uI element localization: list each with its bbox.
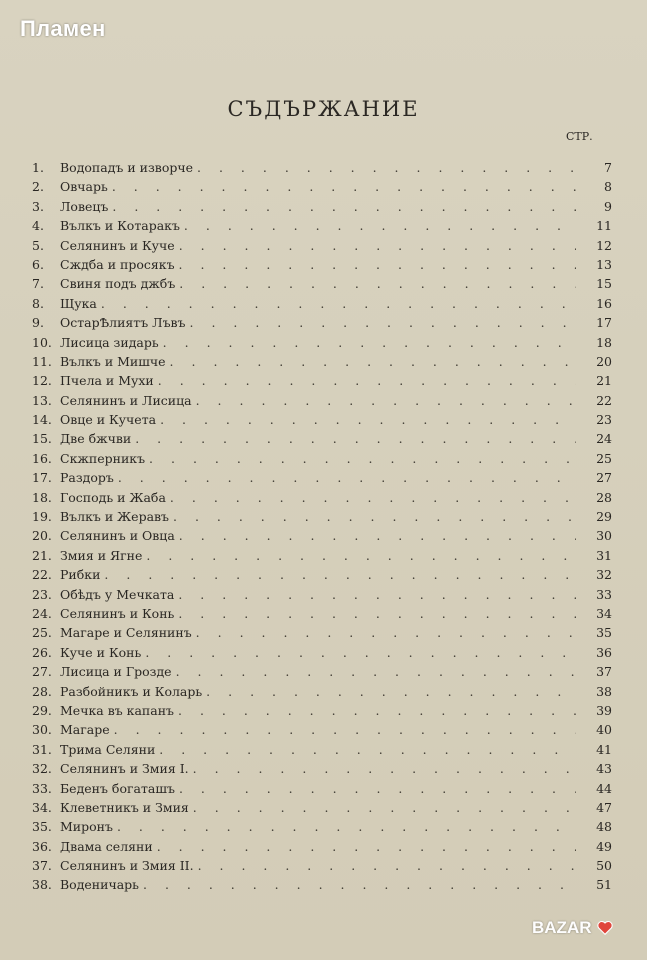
entry-number: 35.: [32, 819, 52, 835]
entry-page-number: 36: [596, 644, 612, 660]
entry-title: Селянинъ и Змия II.: [60, 858, 194, 874]
entry-title: Куче и Конь: [60, 644, 142, 660]
toc-entry: [32, 216, 612, 235]
dot-leader: [114, 720, 576, 739]
bazar-logo: [532, 918, 614, 938]
entry-page-number: 18: [596, 334, 612, 350]
entry-page-number: 30: [596, 528, 612, 544]
entry-title: Клеветникъ и Змия: [60, 799, 189, 815]
entry-number: 13.: [32, 392, 52, 408]
entry-title: Две бжчви: [60, 431, 132, 447]
toc-entry: [32, 779, 612, 798]
dot-leader: [179, 255, 576, 274]
dot-leader: [179, 274, 576, 293]
toc-entry: [32, 236, 612, 255]
toc-entry: [32, 798, 612, 817]
dot-leader: [176, 662, 576, 681]
entry-page-number: 17: [596, 315, 612, 331]
toc-entry: [32, 274, 612, 293]
entry-page-number: 35: [596, 625, 612, 641]
entry-number: 21.: [32, 547, 52, 563]
entry-title: Миронъ: [60, 819, 113, 835]
dot-leader: [197, 158, 576, 177]
entry-page-number: 27: [596, 470, 612, 486]
page-column-label: СТР.: [566, 130, 593, 143]
entry-page-number: 34: [596, 605, 612, 621]
entry-number: 7.: [32, 276, 44, 292]
entry-page-number: 21: [596, 373, 612, 389]
entry-page-number: 29: [596, 509, 612, 525]
toc-entry: [32, 507, 612, 526]
entry-page-number: 9: [604, 198, 612, 214]
entry-number: 3.: [32, 198, 44, 214]
entry-number: 24.: [32, 605, 52, 621]
entry-number: 36.: [32, 838, 52, 854]
entry-page-number: 15: [596, 276, 612, 292]
toc-entry: [32, 604, 612, 623]
entry-number: 31.: [32, 741, 52, 757]
entry-title: Селянинъ и Лисица: [60, 392, 192, 408]
toc-entry: [32, 546, 612, 565]
entry-number: 10.: [32, 334, 52, 350]
entry-number: 30.: [32, 722, 52, 738]
dot-leader: [117, 817, 576, 836]
entry-number: 38.: [32, 877, 52, 893]
entry-page-number: 51: [596, 877, 612, 893]
entry-page-number: 40: [596, 722, 612, 738]
entry-page-number: 32: [596, 567, 612, 583]
dot-leader: [190, 313, 576, 332]
dot-leader: [184, 216, 576, 235]
dot-leader: [170, 488, 576, 507]
entry-title: Овчарь: [60, 179, 108, 195]
entry-title: Пчела и Мухи: [60, 373, 154, 389]
entry-title: Свиня подъ джбъ: [60, 276, 176, 292]
dot-leader: [170, 352, 576, 371]
entry-title: Раздоръ: [60, 470, 114, 486]
entry-number: 14.: [32, 412, 52, 428]
entry-title: Двама селяни: [60, 838, 153, 854]
entry-number: 12.: [32, 373, 52, 389]
toc-entry: [32, 410, 612, 429]
toc-entry: [32, 701, 612, 720]
entry-title: Селянинъ и Змия I.: [60, 761, 189, 777]
entry-number: 32.: [32, 761, 52, 777]
toc-entry: [32, 875, 612, 894]
entry-number: 37.: [32, 858, 52, 874]
dot-leader: [179, 526, 576, 545]
dot-leader: [146, 546, 576, 565]
toc-entry: [32, 565, 612, 584]
watermark-text: Пламен: [20, 16, 106, 41]
dot-leader: [196, 623, 576, 642]
dot-leader: [198, 856, 576, 875]
toc-entry: [32, 682, 612, 701]
toc-entry: [32, 585, 612, 604]
entry-number: 16.: [32, 450, 52, 466]
entry-title: Трима Селяни: [60, 741, 156, 757]
toc-entry: [32, 313, 612, 332]
entry-number: 4.: [32, 218, 44, 234]
entry-title: Вълкъ и Мишче: [60, 353, 166, 369]
entry-number: 9.: [32, 315, 44, 331]
dot-leader: [101, 294, 576, 313]
entry-title: Ловецъ: [60, 198, 109, 214]
dot-leader: [179, 779, 576, 798]
toc-entry: [32, 294, 612, 313]
entry-title: Беденъ богаташъ: [60, 780, 175, 796]
dot-leader: [179, 236, 576, 255]
dot-leader: [157, 837, 576, 856]
entry-page-number: 38: [596, 683, 612, 699]
entry-number: 6.: [32, 256, 44, 272]
dot-leader: [193, 759, 576, 778]
entry-title: Лисица и Грозде: [60, 664, 172, 680]
dot-leader: [206, 682, 576, 701]
entry-title: Обѣдъ у Мечката: [60, 586, 175, 602]
entry-number: 18.: [32, 489, 52, 505]
toc-entry: [32, 623, 612, 642]
dot-leader: [173, 507, 576, 526]
dot-leader: [143, 875, 576, 894]
entry-number: 8.: [32, 295, 44, 311]
dot-leader: [159, 740, 576, 759]
entry-number: 17.: [32, 470, 52, 486]
dot-leader: [193, 798, 576, 817]
logo-text: BAZAR: [532, 918, 592, 937]
entry-page-number: 23: [596, 412, 612, 428]
entry-title: Магаре: [60, 722, 110, 738]
entry-title: Рибки: [60, 567, 101, 583]
entry-page-number: 25: [596, 450, 612, 466]
entry-title: ОстарѢлиятъ Лъвъ: [60, 315, 186, 331]
entry-page-number: 24: [596, 431, 612, 447]
entry-title: Овце и Кучета: [60, 412, 157, 428]
entry-number: 27.: [32, 664, 52, 680]
toc-entry: [32, 255, 612, 274]
dot-leader: [145, 643, 576, 662]
dot-leader: [118, 468, 576, 487]
entry-title: Вълкъ и Котаракъ: [60, 218, 180, 234]
dot-leader: [178, 701, 576, 720]
entry-page-number: 44: [596, 780, 612, 796]
entry-page-number: 22: [596, 392, 612, 408]
dot-leader: [196, 391, 576, 410]
entry-title: Господь и Жаба: [60, 489, 166, 505]
entry-page-number: 43: [596, 761, 612, 777]
toc-entry: [32, 817, 612, 836]
toc-entry: [32, 740, 612, 759]
entry-title: Селянинъ и Куче: [60, 237, 175, 253]
entry-page-number: 41: [596, 741, 612, 757]
entry-number: 34.: [32, 799, 52, 815]
toc-entry: [32, 856, 612, 875]
entry-title: Селянинъ и Овца: [60, 528, 175, 544]
entry-number: 29.: [32, 702, 52, 718]
entry-title: Змия и Ягне: [60, 547, 143, 563]
toc-entry: [32, 488, 612, 507]
toc-entry: [32, 662, 612, 681]
entry-page-number: 33: [596, 586, 612, 602]
dot-leader: [112, 177, 576, 196]
entry-page-number: 8: [604, 179, 612, 195]
entry-title: Щука: [60, 295, 97, 311]
entry-number: 2.: [32, 179, 44, 195]
dot-leader: [135, 429, 576, 448]
entry-title: Водопадъ и изворче: [60, 160, 194, 175]
dot-leader: [160, 410, 576, 429]
dot-leader: [158, 371, 576, 390]
entry-title: Селянинъ и Конь: [60, 605, 175, 621]
dot-leader: [149, 449, 576, 468]
entry-page-number: 12: [596, 237, 612, 253]
dot-leader: [178, 585, 576, 604]
entry-number: 11.: [32, 353, 52, 369]
entry-title: Воденичарь: [60, 877, 139, 893]
heart-icon: [596, 919, 614, 937]
toc-entry: [32, 837, 612, 856]
entry-page-number: 37: [596, 664, 612, 680]
entry-page-number: 49: [596, 838, 612, 854]
toc-entry: [32, 333, 612, 352]
entry-number: 15.: [32, 431, 52, 447]
entry-title: Магаре и Селянинъ: [60, 625, 192, 641]
entry-title: Скжперникъ: [60, 450, 146, 466]
entry-page-number: 7: [604, 160, 612, 175]
entry-page-number: 39: [596, 702, 612, 718]
entry-number: 22.: [32, 567, 52, 583]
toc-entry: [32, 177, 612, 196]
entry-number: 20.: [32, 528, 52, 544]
entry-number: 28.: [32, 683, 52, 699]
entry-page-number: 31: [596, 547, 612, 563]
entry-number: 33.: [32, 780, 52, 796]
toc-entry: [32, 429, 612, 448]
toc-entry: [32, 158, 612, 177]
entry-page-number: 13: [596, 256, 612, 272]
entry-page-number: 28: [596, 489, 612, 505]
entry-page-number: 16: [596, 295, 612, 311]
entry-page-number: 11: [596, 218, 612, 234]
entry-number: 1.: [32, 160, 44, 175]
entry-title: Сждба и просякъ: [60, 256, 175, 272]
entry-number: 5.: [32, 237, 44, 253]
toc-entry: [32, 526, 612, 545]
toc-entry: [32, 643, 612, 662]
dot-leader: [112, 197, 576, 216]
entry-page-number: 47: [596, 799, 612, 815]
entry-number: 25.: [32, 625, 52, 641]
entry-page-number: 20: [596, 353, 612, 369]
dot-leader: [104, 565, 576, 584]
toc-entry: [32, 197, 612, 216]
entry-page-number: 48: [596, 819, 612, 835]
entry-number: 19.: [32, 509, 52, 525]
entry-page-number: 50: [596, 858, 612, 874]
entry-title: Лисица зидарь: [60, 334, 159, 350]
entry-title: Разбойникъ и Коларь: [60, 683, 203, 699]
dot-leader: [163, 333, 576, 352]
entry-number: 26.: [32, 644, 52, 660]
toc-entry: [32, 352, 612, 371]
toc-entry: [32, 759, 612, 778]
toc-entry: [32, 371, 612, 390]
toc-entry: [32, 468, 612, 487]
page-title: СЪДЪРЖАНИЕ: [227, 97, 420, 121]
entry-number: 23.: [32, 586, 52, 602]
toc-entry: [32, 449, 612, 468]
dot-leader: [178, 604, 576, 623]
table-of-contents: [32, 158, 612, 895]
toc-entry: [32, 391, 612, 410]
toc-entry: [32, 720, 612, 739]
entry-title: Вълкъ и Жеравъ: [60, 509, 170, 525]
entry-title: Мечка въ капанъ: [60, 702, 174, 718]
